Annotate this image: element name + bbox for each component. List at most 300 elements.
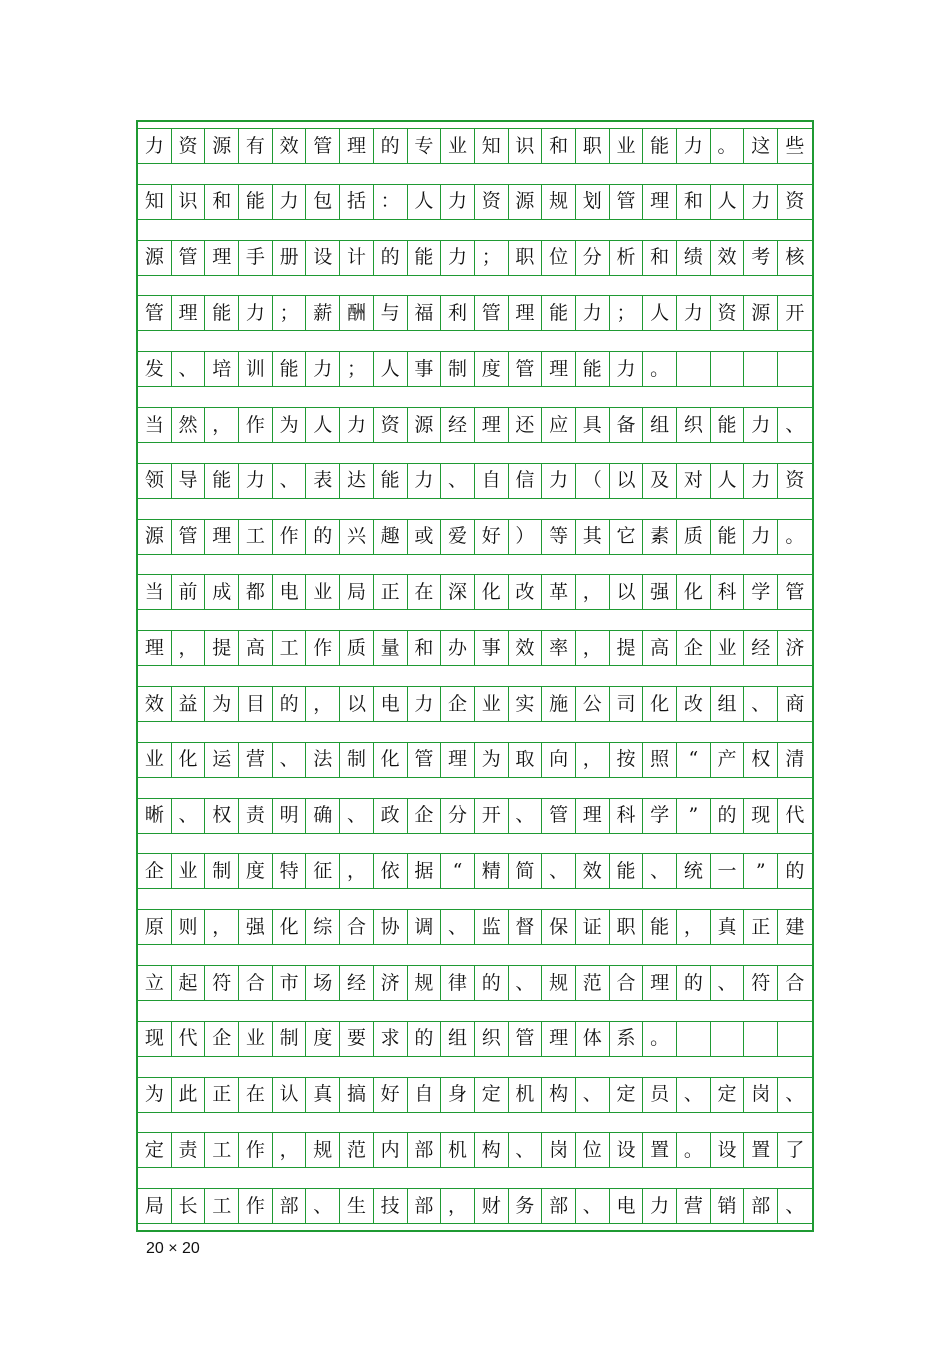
grid-cell: 正 [205, 1077, 239, 1113]
grid-cell: 表 [306, 463, 340, 499]
grid-cell: 、 [172, 798, 206, 834]
grid-cell: 济 [778, 630, 812, 666]
grid-cell: 达 [340, 463, 374, 499]
grid-cell: 管 [408, 742, 442, 778]
grid-cell: 职 [610, 909, 644, 945]
grid-cell: 组 [643, 407, 677, 443]
grid-cell: 业 [306, 574, 340, 610]
grid-cell: ； [273, 295, 307, 331]
grid-cell: 化 [677, 574, 711, 610]
grid-cell: 作 [239, 407, 273, 443]
grid-cell: （ [576, 463, 610, 499]
grid-cell: 强 [239, 909, 273, 945]
grid-cell: 益 [172, 686, 206, 722]
grid-cell: 明 [273, 798, 307, 834]
grid-cell: 经 [744, 630, 778, 666]
grid-cell: 利 [441, 295, 475, 331]
grid-cell: 代 [778, 798, 812, 834]
grid-cell: 场 [306, 965, 340, 1001]
grid-cell: 搞 [340, 1077, 374, 1113]
grid-cell: 领 [138, 463, 172, 499]
grid-cell: 资 [172, 128, 206, 164]
grid-cell: 合 [778, 965, 812, 1001]
grid-cell: 置 [744, 1132, 778, 1168]
grid-cell: 企 [408, 798, 442, 834]
grid-cell: 力 [744, 463, 778, 499]
grid-cell: 管 [172, 519, 206, 555]
grid-cell: 力 [138, 128, 172, 164]
grid-cell: 效 [138, 686, 172, 722]
grid-cell: 事 [408, 351, 442, 387]
grid-cell: 培 [205, 351, 239, 387]
grid-cell: ” [677, 798, 711, 834]
grid-cell: 能 [542, 295, 576, 331]
grid-cell: 作 [306, 630, 340, 666]
grid-cell: 作 [239, 1132, 273, 1168]
grid-cell: 理 [475, 407, 509, 443]
grid-cell: 营 [239, 742, 273, 778]
grid-cell: 理 [542, 1021, 576, 1057]
grid-cell: 施 [542, 686, 576, 722]
grid-cell: 力 [340, 407, 374, 443]
grid-cell: 符 [205, 965, 239, 1001]
grid-cell: 和 [205, 184, 239, 220]
grid-cell: 设 [711, 1132, 745, 1168]
grid-row [138, 1021, 812, 1057]
grid-cell: 职 [576, 128, 610, 164]
grid-cell: 位 [576, 1132, 610, 1168]
grid-cell: ， [205, 407, 239, 443]
grid-cell: 信 [509, 463, 543, 499]
grid-cell: 还 [509, 407, 543, 443]
grid-cell: 力 [542, 463, 576, 499]
grid-row [138, 1132, 812, 1168]
grid-cell: 都 [239, 574, 273, 610]
grid-cell: 以 [340, 686, 374, 722]
grid-row [138, 184, 812, 220]
grid-cell: 人 [711, 463, 745, 499]
grid-cell: 求 [374, 1021, 408, 1057]
grid-cell: 的 [408, 1021, 442, 1057]
manuscript-grid [136, 120, 814, 1232]
grid-cell: 设 [306, 240, 340, 276]
grid-cell: 规 [408, 965, 442, 1001]
grid-cell: 合 [340, 909, 374, 945]
grid-cell: 或 [408, 519, 442, 555]
grid-cell: 管 [542, 798, 576, 834]
grid-cell: 合 [239, 965, 273, 1001]
grid-cell: 力 [239, 295, 273, 331]
grid-cell: 精 [475, 853, 509, 889]
grid-cell: 销 [711, 1188, 745, 1224]
grid-cell: 知 [138, 184, 172, 220]
grid-cell: 真 [306, 1077, 340, 1113]
grid-cell: 、 [509, 1132, 543, 1168]
grid-cell: 理 [205, 519, 239, 555]
grid-cell: 理 [643, 965, 677, 1001]
grid-cell: 力 [239, 463, 273, 499]
grid-cell: 、 [340, 798, 374, 834]
grid-cell: 真 [711, 909, 745, 945]
grid-cell: 组 [441, 1021, 475, 1057]
grid-row [138, 407, 812, 443]
grid-cell: 政 [374, 798, 408, 834]
grid-cell: 企 [441, 686, 475, 722]
grid-cell: 具 [576, 407, 610, 443]
grid-cell: 则 [172, 909, 206, 945]
grid-cell: 学 [744, 574, 778, 610]
grid-cell: 局 [340, 574, 374, 610]
grid-cell: 前 [172, 574, 206, 610]
grid-row [138, 742, 812, 778]
grid-cell: 部 [273, 1188, 307, 1224]
grid-cell: 业 [138, 742, 172, 778]
grid-cell: 提 [610, 630, 644, 666]
grid-cell: 。 [711, 128, 745, 164]
grid-cell: 效 [711, 240, 745, 276]
grid-cell: 工 [239, 519, 273, 555]
grid-cell: 岗 [542, 1132, 576, 1168]
grid-cell: 作 [239, 1188, 273, 1224]
grid-cell: 部 [542, 1188, 576, 1224]
grid-cell: 。 [677, 1132, 711, 1168]
grid-cell: 质 [340, 630, 374, 666]
grid-cell: 这 [744, 128, 778, 164]
grid-cell [711, 351, 745, 387]
grid-cell: 然 [172, 407, 206, 443]
grid-cell: 长 [172, 1188, 206, 1224]
grid-cell: 能 [374, 463, 408, 499]
grid-cell: 司 [610, 686, 644, 722]
grid-cell: 薪 [306, 295, 340, 331]
grid-cell: 考 [744, 240, 778, 276]
grid-cell: 保 [542, 909, 576, 945]
grid-cell: 包 [306, 184, 340, 220]
grid-cell: 强 [643, 574, 677, 610]
grid-cell: 财 [475, 1188, 509, 1224]
grid-cell: 范 [340, 1132, 374, 1168]
grid-cell: 力 [677, 128, 711, 164]
grid-cell: 简 [509, 853, 543, 889]
grid-cell: 内 [374, 1132, 408, 1168]
grid-cell: 定 [711, 1077, 745, 1113]
grid-cell: 资 [711, 295, 745, 331]
grid-cell [677, 1021, 711, 1057]
grid-cell: 它 [610, 519, 644, 555]
grid-cell: 源 [138, 240, 172, 276]
grid-cell: 。 [643, 351, 677, 387]
grid-cell: 理 [509, 295, 543, 331]
grid-cell: 定 [138, 1132, 172, 1168]
grid-cell: 化 [273, 909, 307, 945]
grid-cell: 济 [374, 965, 408, 1001]
grid-cell: 职 [509, 240, 543, 276]
grid-cell: 理 [441, 742, 475, 778]
grid-cell: 范 [576, 965, 610, 1001]
grid-cell: 置 [643, 1132, 677, 1168]
grid-cell: 专 [408, 128, 442, 164]
grid-cell: 现 [744, 798, 778, 834]
grid-cell: 在 [408, 574, 442, 610]
grid-cell: 人 [643, 295, 677, 331]
grid-cell: ， [306, 686, 340, 722]
grid-cell: 能 [711, 519, 745, 555]
grid-cell: 度 [239, 853, 273, 889]
grid-cell: 企 [677, 630, 711, 666]
grid-cell: 管 [610, 184, 644, 220]
grid-cell: 和 [542, 128, 576, 164]
grid-cell: 、 [542, 853, 576, 889]
grid-cell: 其 [576, 519, 610, 555]
grid-cell: ， [340, 853, 374, 889]
grid-cell: ， [205, 909, 239, 945]
grid-cell: 、 [711, 965, 745, 1001]
grid-cell: 事 [475, 630, 509, 666]
grid-cell: 正 [374, 574, 408, 610]
grid-cell: 技 [374, 1188, 408, 1224]
grid-cell: 一 [711, 853, 745, 889]
grid-cell: 据 [408, 853, 442, 889]
grid-cell: 福 [408, 295, 442, 331]
grid-cell: 能 [643, 128, 677, 164]
grid-cell: 应 [542, 407, 576, 443]
grid-cell: 、 [509, 798, 543, 834]
grid-cell: 、 [306, 1188, 340, 1224]
grid-cell: ， [576, 574, 610, 610]
grid-cell: 核 [778, 240, 812, 276]
grid-cell: 织 [475, 1021, 509, 1057]
grid-cell: 理 [542, 351, 576, 387]
grid-cell: 正 [744, 909, 778, 945]
grid-cell: 对 [677, 463, 711, 499]
grid-cell: 些 [778, 128, 812, 164]
grid-cell: 计 [340, 240, 374, 276]
grid-cell: 。 [778, 519, 812, 555]
grid-cell: ， [576, 630, 610, 666]
grid-cell: 高 [239, 630, 273, 666]
grid-cell: 化 [475, 574, 509, 610]
grid-cell: 。 [643, 1021, 677, 1057]
grid-size-label: 20 × 20 [146, 1240, 200, 1257]
grid-cell: 理 [643, 184, 677, 220]
grid-row [138, 463, 812, 499]
grid-cell: 深 [441, 574, 475, 610]
grid-cell: 取 [509, 742, 543, 778]
grid-cell: 识 [509, 128, 543, 164]
grid-cell: 市 [273, 965, 307, 1001]
grid-cell: 和 [408, 630, 442, 666]
grid-cell: 当 [138, 574, 172, 610]
grid-cell: 企 [205, 1021, 239, 1057]
grid-row [138, 1188, 812, 1224]
grid-cell: 管 [172, 240, 206, 276]
grid-cell: 调 [408, 909, 442, 945]
grid-cell: 质 [677, 519, 711, 555]
grid-cell: 律 [441, 965, 475, 1001]
grid-cell: 业 [610, 128, 644, 164]
grid-cell: 责 [172, 1132, 206, 1168]
grid-cell: 手 [239, 240, 273, 276]
grid-cell: ； [340, 351, 374, 387]
grid-cell: 、 [778, 407, 812, 443]
grid-cell: 照 [643, 742, 677, 778]
grid-cell: 在 [239, 1077, 273, 1113]
grid-cell: ， [677, 909, 711, 945]
grid-cell: 工 [273, 630, 307, 666]
grid-cell: 业 [441, 128, 475, 164]
grid-cell: 管 [778, 574, 812, 610]
grid-cell: 符 [744, 965, 778, 1001]
grid-cell: 划 [576, 184, 610, 220]
grid-cell: 能 [273, 351, 307, 387]
grid-cell: 趣 [374, 519, 408, 555]
grid-cell: 人 [306, 407, 340, 443]
grid-cell: 员 [643, 1077, 677, 1113]
grid-cell: 合 [610, 965, 644, 1001]
grid-cell: 机 [509, 1077, 543, 1113]
grid-cell: 经 [441, 407, 475, 443]
grid-cell: 制 [205, 853, 239, 889]
grid-cell: 法 [306, 742, 340, 778]
grid-cell: 革 [542, 574, 576, 610]
grid-cell: 部 [408, 1132, 442, 1168]
grid-cell: 等 [542, 519, 576, 555]
grid-cell: 和 [643, 240, 677, 276]
grid-cell: 晰 [138, 798, 172, 834]
grid-cell [778, 351, 812, 387]
grid-row [138, 574, 812, 610]
grid-cell: 证 [576, 909, 610, 945]
grid-cell: 力 [677, 295, 711, 331]
grid-cell: 理 [340, 128, 374, 164]
grid-cell: 组 [711, 686, 745, 722]
grid-cell: ； [475, 240, 509, 276]
grid-cell: 向 [542, 742, 576, 778]
grid-cell: 的 [711, 798, 745, 834]
grid-cell: 构 [542, 1077, 576, 1113]
grid-cell: 率 [542, 630, 576, 666]
grid-cell: 工 [205, 1132, 239, 1168]
grid-cell: 清 [778, 742, 812, 778]
grid-cell: 管 [475, 295, 509, 331]
grid-cell: 学 [643, 798, 677, 834]
grid-cell: 效 [273, 128, 307, 164]
grid-cell: 管 [509, 351, 543, 387]
grid-cell: 业 [172, 853, 206, 889]
grid-cell: 监 [475, 909, 509, 945]
grid-cell: 协 [374, 909, 408, 945]
grid-row [138, 965, 812, 1001]
grid-cell: 实 [509, 686, 543, 722]
grid-cell: 制 [273, 1021, 307, 1057]
grid-cell: 分 [576, 240, 610, 276]
grid-cell: 力 [643, 1188, 677, 1224]
grid-cell: 电 [273, 574, 307, 610]
grid-cell: 改 [677, 686, 711, 722]
grid-cell: 特 [273, 853, 307, 889]
grid-cell: 岗 [744, 1077, 778, 1113]
grid-cell: 原 [138, 909, 172, 945]
grid-cell: 业 [475, 686, 509, 722]
grid-cell: 能 [643, 909, 677, 945]
grid-cell: “ [677, 742, 711, 778]
grid-cell: 的 [273, 686, 307, 722]
grid-cell: 业 [711, 630, 745, 666]
grid-cell: 运 [205, 742, 239, 778]
grid-cell: 以 [610, 574, 644, 610]
grid-cell [744, 1021, 778, 1057]
grid-cell: 权 [205, 798, 239, 834]
grid-cell: 兴 [340, 519, 374, 555]
grid-cell: 自 [475, 463, 509, 499]
grid-cell: 力 [408, 463, 442, 499]
grid-cell: ， [172, 630, 206, 666]
grid-cell: 位 [542, 240, 576, 276]
grid-cell: 成 [205, 574, 239, 610]
grid-cell: 能 [205, 463, 239, 499]
grid-cell: 公 [576, 686, 610, 722]
grid-cell: 、 [509, 965, 543, 1001]
grid-cell: 、 [273, 742, 307, 778]
grid-cell: 按 [610, 742, 644, 778]
grid-row [138, 128, 812, 164]
grid-cell: ） [509, 519, 543, 555]
grid-row [138, 519, 812, 555]
grid-cell: 力 [441, 240, 475, 276]
grid-cell [778, 1021, 812, 1057]
grid-cell: 好 [374, 1077, 408, 1113]
grid-cell: 及 [643, 463, 677, 499]
grid-cell: 管 [138, 295, 172, 331]
grid-cell: 定 [475, 1077, 509, 1113]
grid-cell: 系 [610, 1021, 644, 1057]
grid-cell: 力 [408, 686, 442, 722]
grid-cell: 作 [273, 519, 307, 555]
grid-cell: 括 [340, 184, 374, 220]
grid-cell: 业 [239, 1021, 273, 1057]
grid-cell: 目 [239, 686, 273, 722]
grid-cell: 源 [744, 295, 778, 331]
grid-cell: 营 [677, 1188, 711, 1224]
grid-cell: 效 [576, 853, 610, 889]
grid-cell: 商 [778, 686, 812, 722]
grid-cell: 规 [542, 965, 576, 1001]
grid-cell: 化 [643, 686, 677, 722]
grid-row [138, 853, 812, 889]
grid-cell: 的 [778, 853, 812, 889]
grid-cell: 、 [273, 463, 307, 499]
grid-cell: 理 [205, 240, 239, 276]
grid-cell: 、 [778, 1077, 812, 1113]
grid-cell: 为 [475, 742, 509, 778]
grid-cell: 的 [677, 965, 711, 1001]
grid-cell: 力 [441, 184, 475, 220]
grid-cell: 当 [138, 407, 172, 443]
grid-cell: 要 [340, 1021, 374, 1057]
grid-cell: 理 [172, 295, 206, 331]
grid-row [138, 798, 812, 834]
grid-cell: 建 [778, 909, 812, 945]
grid-cell: 起 [172, 965, 206, 1001]
grid-cell: 产 [711, 742, 745, 778]
grid-cell: 理 [576, 798, 610, 834]
grid-cell: 电 [610, 1188, 644, 1224]
grid-cell: 管 [509, 1021, 543, 1057]
grid-cell: 为 [205, 686, 239, 722]
grid-cell: ， [273, 1132, 307, 1168]
grid-cell: 统 [677, 853, 711, 889]
grid-cell: 量 [374, 630, 408, 666]
